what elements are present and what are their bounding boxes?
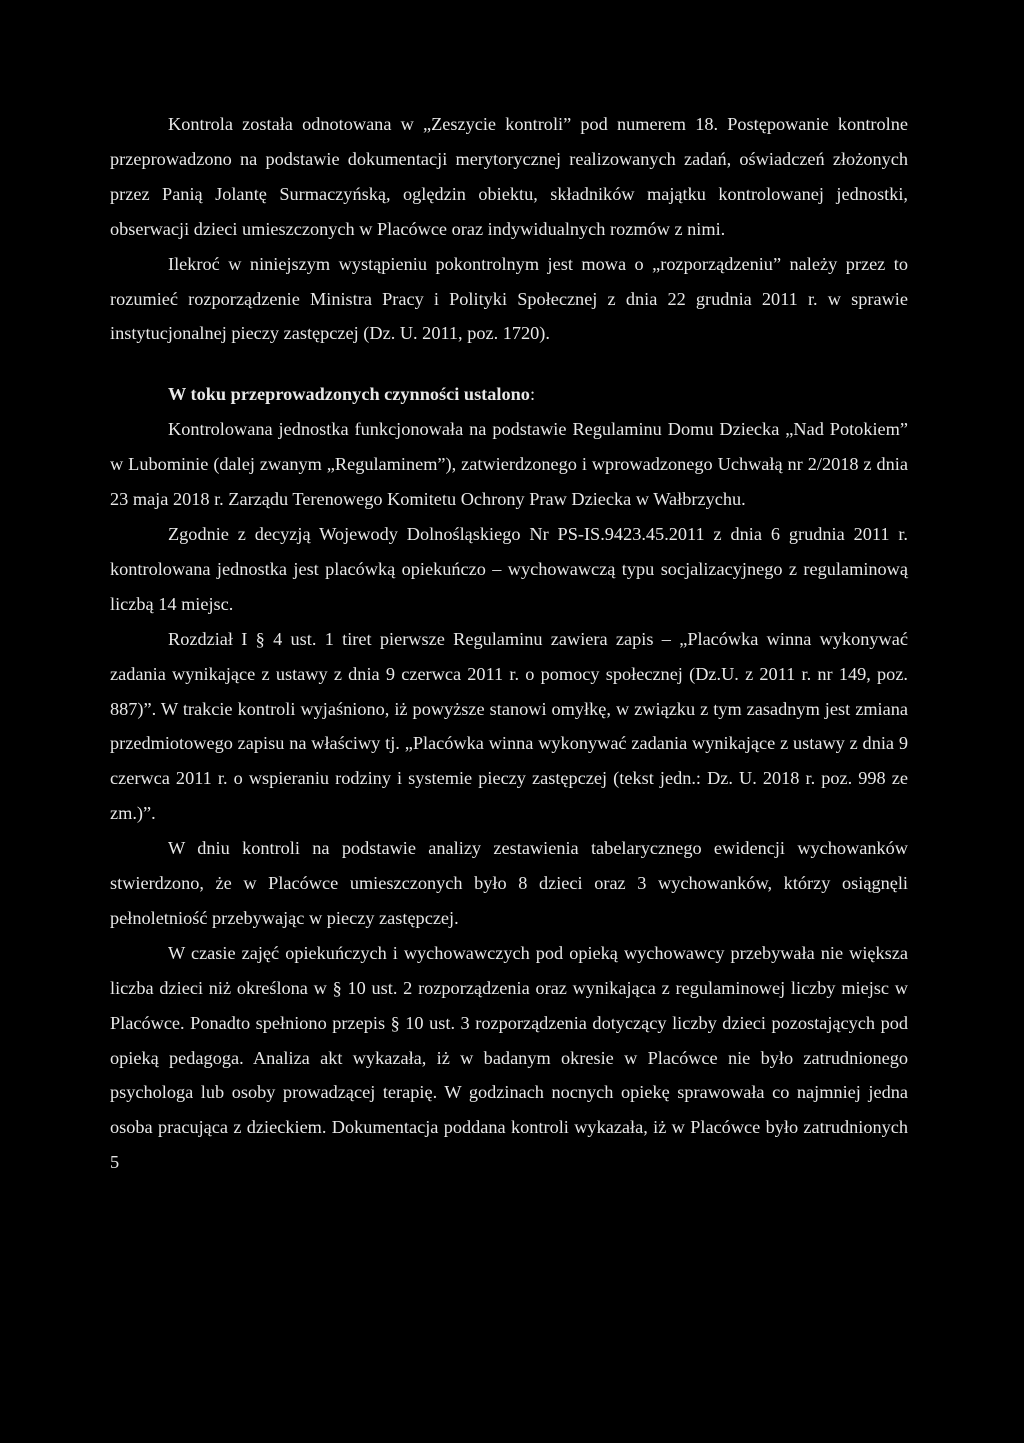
paragraph-children-count: W dniu kontroli na podstawie analizy zestawienia tabelarycznego ewidencji wychowanków stwierdzono, że w Placówce umieszczonych było 8 dzieci oraz 3 wychowanków, którzy osiągnęli pełnoletniość przebywając w pieczy zastępczej. xyxy=(110,838,908,928)
findings-heading xyxy=(110,377,908,412)
paragraph-voivode-decision: Zgodnie z decyzją Wojewody Dolnośląskiego Nr PS-IS.9423.45.2011 z dnia 6 grudnia 2011 r. kontrolowana jednostka jest placówką opiekuńczo – wychowawczą typu socjalizacyjnego z regulaminową liczbą 14 miejsc. xyxy=(110,523,908,614)
paragraph-control-record: Kontrola została odnotowana w „Zeszycie kontroli” pod numerem 18. Postępowanie kontrolne przeprowadzono na podstawie dokumentacji merytorycznej realizowanych zadań, oświadczeń złożonych przez Panią Jolantę Surmaczyńską, oględzin obiektu, składników majątku kontrolowanej jednostki, obserwacji dzieci umieszczonych w Placówce oraz indywidualnych rozmów z nimi. xyxy=(110,114,908,239)
paragraph-care-activities: W czasie zajęć opiekuńczych i wychowawczych pod opieką wychowawcy przebywała nie większa liczba dzieci niż określona w § 10 ust. 2 rozporządzenia oraz wynikająca z regulaminowej liczby miejsc w Placówce. Ponadto spełniono przepis § 10 ust. 3 rozporządzenia dotyczący liczby dzieci pozostających pod opieką pedagoga. Analiza akt wykazała, iż w badanym okresie w Placówce nie było zatrudnionego psychologa lub osoby prowadzącej terapię. W godzinach nocnych opiekę sprawowała co najmniej jedna osoba pracująca z dzieckiem. Dokumentacja poddana kontroli wykazała, iż w Placówce było zatrudnionych 5 xyxy=(110,942,908,1173)
paragraph-regulations-basis: Kontrolowana jednostka funkcjonowała na podstawie Regulaminu Domu Dziecka „Nad Potokiem” w Lubominie (dalej zwanym „Regulaminem”), zatwierdzonego i wprowadzonego Uchwałą nr 2/2018 z dnia 23 maja 2018 r. Zarządu Terenowego Komitetu Ochrony Praw Dziecka w Wałbrzychu. xyxy=(110,419,908,510)
findings-heading-text: W toku przeprowadzonych czynności ustalono xyxy=(168,384,530,405)
paragraph-chapter-clause: Rozdział I § 4 ust. 1 tiret pierwsze Regulaminu zawiera zapis – „Placówka winna wykonywać zadania wynikające z ustawy z dnia 9 czerwca 2011 r. o pomocy społecznej (Dz.U. z 2011 r. nr 149, poz. 887)”. W trakcie kontroli wyjaśniono, iż powyższe stanowi omyłkę, w związku z tym zasadnym jest zmiana przedmiotowego zapisu na właściwy tj. „Placówka winna wykonywać zadania wynikające z ustawy z dnia 9 czerwca 2011 r. o wspieraniu rodziny i systemie pieczy zastępczej (tekst jedn.: Dz. U. 2018 r. poz. 998 ze zm.)”. xyxy=(110,628,908,824)
findings-heading-colon: : xyxy=(529,384,536,405)
document-body xyxy=(110,107,908,1180)
paragraph-regulation-definition: Ilekroć w niniejszym wystąpieniu pokontrolnym jest mowa o „rozporządzeniu” należy przez to rozumieć rozporządzenie Ministra Pracy i Polityki Społecznej z dnia 22 grudnia 2011 r. w sprawie instytucjonalnej pieczy zastępczej (Dz. U. 2011, poz. 1720). xyxy=(110,253,908,344)
